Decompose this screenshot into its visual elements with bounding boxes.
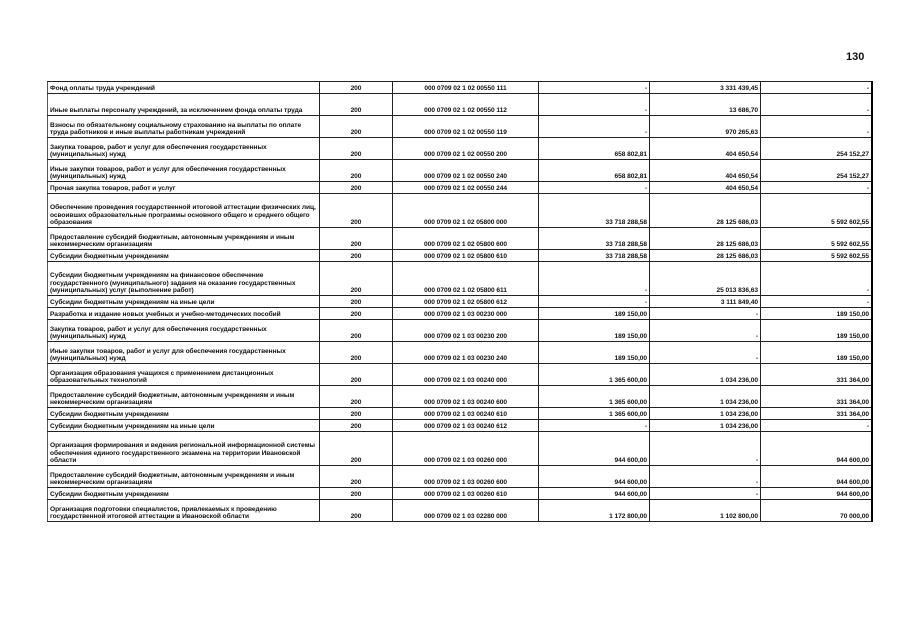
row-classification-code-cell: 000 0709 02 1 03 00240 000 [393,364,539,386]
row-amount-2-cell: 404 650,54 [650,160,761,182]
table-row [48,342,873,364]
row-name-cell: Субсидии бюджетным учреждениям на иные цели [48,296,320,308]
budget-table-body [48,82,873,522]
row-classification-code-cell: 000 0709 02 1 02 00550 119 [393,116,539,138]
row-amount-3-cell: 70 000,00 [761,500,873,522]
row-amount-3-cell: 5 592 602,55 [761,228,873,250]
table-row [48,500,873,522]
row-amount-2-cell: 1 034 236,00 [650,408,761,420]
row-amount-1-cell: - [539,296,650,308]
row-classification-code-cell: 000 0709 02 1 03 00230 000 [393,308,539,320]
row-code-cell: 200 [320,262,393,296]
row-name-cell: Предоставление субсидий бюджетным, автономным учреждениям и иным некоммерческим организациям [48,228,320,250]
row-classification-code-cell: 000 0709 02 1 02 05800 600 [393,228,539,250]
row-classification-code-cell: 000 0709 02 1 02 05800 612 [393,296,539,308]
row-amount-3-cell: - [761,182,873,194]
row-name-cell: Обеспечение проведения государственной итоговой аттестации физических лиц, освоивших образовательные программы основного общего и среднего общего образования [48,194,320,228]
row-name-cell: Субсидии бюджетным учреждениям [48,488,320,500]
row-amount-2-cell: 1 034 236,00 [650,364,761,386]
row-amount-1-cell: - [539,182,650,194]
row-name-cell: Иные закупки товаров, работ и услуг для обеспечения государственных (муниципальных) нужд [48,342,320,364]
row-amount-2-cell: 970 265,63 [650,116,761,138]
row-code-cell: 200 [320,116,393,138]
table-row [48,320,873,342]
row-code-cell: 200 [320,296,393,308]
row-amount-2-cell: 3 331 439,45 [650,82,761,94]
row-amount-2-cell: - [650,308,761,320]
row-amount-2-cell: 3 111 849,40 [650,296,761,308]
row-code-cell: 200 [320,228,393,250]
row-amount-1-cell: 189 150,00 [539,342,650,364]
row-amount-3-cell: - [761,420,873,432]
row-amount-1-cell: 944 600,00 [539,488,650,500]
row-classification-code-cell: 000 0709 02 1 02 05800 611 [393,262,539,296]
row-classification-code-cell: 000 0709 02 1 03 00240 610 [393,408,539,420]
row-amount-1-cell: - [539,262,650,296]
row-amount-2-cell: 1 034 236,00 [650,420,761,432]
row-name-cell: Субсидии бюджетным учреждениям на иные цели [48,420,320,432]
row-amount-3-cell: 944 600,00 [761,466,873,488]
row-amount-2-cell: - [650,342,761,364]
row-name-cell: Организация образования учащихся с применением дистанционных образовательных технологий [48,364,320,386]
table-row [48,94,873,116]
row-amount-3-cell: 189 150,00 [761,320,873,342]
row-classification-code-cell: 000 0709 02 1 03 00240 612 [393,420,539,432]
table-row [48,296,873,308]
table-row [48,228,873,250]
row-amount-3-cell: 331 364,00 [761,364,873,386]
table-row [48,194,873,228]
table-row [48,466,873,488]
row-amount-3-cell: 254 152,27 [761,160,873,182]
row-amount-3-cell: 944 600,00 [761,432,873,466]
row-amount-1-cell: 1 365 600,00 [539,386,650,408]
row-classification-code-cell: 000 0709 02 1 03 02280 000 [393,500,539,522]
row-amount-3-cell: - [761,296,873,308]
row-classification-code-cell: 000 0709 02 1 02 00550 200 [393,138,539,160]
row-amount-1-cell: 1 365 600,00 [539,364,650,386]
row-amount-1-cell: 33 718 288,58 [539,194,650,228]
row-code-cell: 200 [320,94,393,116]
row-code-cell: 200 [320,320,393,342]
row-classification-code-cell: 000 0709 02 1 02 00550 244 [393,182,539,194]
row-amount-1-cell: 33 718 288,58 [539,250,650,262]
row-amount-3-cell: 189 150,00 [761,308,873,320]
table-row [48,250,873,262]
row-amount-1-cell: 944 600,00 [539,432,650,466]
row-name-cell: Иные закупки товаров, работ и услуг для обеспечения государственных (муниципальных) нужд [48,160,320,182]
row-amount-1-cell: - [539,420,650,432]
row-name-cell: Предоставление субсидий бюджетным, автономным учреждениям и иным некоммерческим организациям [48,466,320,488]
row-amount-2-cell: 25 013 836,63 [650,262,761,296]
row-amount-3-cell: - [761,262,873,296]
row-amount-3-cell: - [761,116,873,138]
row-amount-1-cell: 189 150,00 [539,320,650,342]
table-row [48,116,873,138]
row-name-cell: Разработка и издание новых учебных и учебно-методических пособий [48,308,320,320]
row-name-cell: Субсидии бюджетным учреждениям на финансовое обеспечение государственного (муниципального) задания на оказание государственных (муниципальных) услуг (выполнение работ) [48,262,320,296]
row-amount-1-cell: - [539,116,650,138]
row-amount-2-cell: 28 125 686,03 [650,194,761,228]
row-classification-code-cell: 000 0709 02 1 02 00550 111 [393,82,539,94]
row-name-cell: Субсидии бюджетным учреждениям [48,408,320,420]
row-amount-2-cell: 404 650,54 [650,182,761,194]
row-amount-1-cell: 1 172 800,00 [539,500,650,522]
row-amount-2-cell: - [650,432,761,466]
row-amount-3-cell: 331 364,00 [761,408,873,420]
row-name-cell: Субсидии бюджетным учреждениям [48,250,320,262]
row-classification-code-cell: 000 0709 02 1 02 05800 000 [393,194,539,228]
row-amount-2-cell: 1 034 236,00 [650,386,761,408]
row-classification-code-cell: 000 0709 02 1 03 00240 600 [393,386,539,408]
table-row [48,420,873,432]
row-code-cell: 200 [320,364,393,386]
budget-table [47,81,873,522]
row-name-cell: Закупка товаров, работ и услуг для обеспечения государственных (муниципальных) нужд [48,320,320,342]
table-row [48,386,873,408]
row-classification-code-cell: 000 0709 02 1 02 00550 112 [393,94,539,116]
row-code-cell: 200 [320,342,393,364]
row-amount-3-cell: 254 152,27 [761,138,873,160]
row-amount-2-cell: 28 125 686,03 [650,250,761,262]
row-amount-1-cell: 944 600,00 [539,466,650,488]
row-code-cell: 200 [320,408,393,420]
row-code-cell: 200 [320,194,393,228]
row-amount-3-cell: - [761,82,873,94]
table-row [48,364,873,386]
row-name-cell: Закупка товаров, работ и услуг для обеспечения государственных (муниципальных) нужд [48,138,320,160]
row-code-cell: 200 [320,82,393,94]
table-row [48,488,873,500]
table-row [48,432,873,466]
row-classification-code-cell: 000 0709 02 1 03 00260 600 [393,466,539,488]
row-name-cell: Фонд оплаты труда учреждений [48,82,320,94]
row-amount-1-cell: - [539,94,650,116]
row-amount-3-cell: 944 600,00 [761,488,873,500]
row-code-cell: 200 [320,250,393,262]
table-row [48,408,873,420]
row-amount-3-cell: 331 364,00 [761,386,873,408]
row-name-cell: Организация формирования и ведения региональной информационной системы обеспечения единого государственного экзамена на территории Ивановской области [48,432,320,466]
row-code-cell: 200 [320,182,393,194]
row-amount-3-cell: 5 592 602,55 [761,194,873,228]
row-amount-2-cell: - [650,466,761,488]
row-classification-code-cell: 000 0709 02 1 02 00550 240 [393,160,539,182]
row-classification-code-cell: 000 0709 02 1 03 00230 240 [393,342,539,364]
row-amount-1-cell: 189 150,00 [539,308,650,320]
row-amount-2-cell: 404 650,54 [650,138,761,160]
row-amount-2-cell: 28 125 686,03 [650,228,761,250]
row-code-cell: 200 [320,466,393,488]
row-code-cell: 200 [320,420,393,432]
row-amount-3-cell: 189 150,00 [761,342,873,364]
row-amount-2-cell: - [650,320,761,342]
row-amount-1-cell: - [539,82,650,94]
page-number: 130 [846,51,865,63]
row-amount-1-cell: 33 718 288,58 [539,228,650,250]
row-classification-code-cell: 000 0709 02 1 02 05800 610 [393,250,539,262]
row-code-cell: 200 [320,432,393,466]
row-amount-1-cell: 658 802,81 [539,138,650,160]
row-amount-2-cell: 1 102 800,00 [650,500,761,522]
table-row [48,160,873,182]
row-code-cell: 200 [320,500,393,522]
row-amount-3-cell: 5 592 602,55 [761,250,873,262]
row-name-cell: Предоставление субсидий бюджетным, автономным учреждениям и иным некоммерческим организациям [48,386,320,408]
row-name-cell: Прочая закупка товаров, работ и услуг [48,182,320,194]
table-row [48,82,873,94]
table-row [48,308,873,320]
table-row [48,262,873,296]
table-row [48,138,873,160]
row-name-cell: Организация подготовки специалистов, привлекаемых к проведению государственной итоговой аттестации в Ивановской области [48,500,320,522]
row-amount-2-cell: 13 686,70 [650,94,761,116]
row-amount-1-cell: 1 365 600,00 [539,408,650,420]
row-name-cell: Взносы по обязательному социальному страхованию на выплаты по оплате труда работников и иные выплаты работникам учреждений [48,116,320,138]
row-classification-code-cell: 000 0709 02 1 03 00230 200 [393,320,539,342]
row-code-cell: 200 [320,160,393,182]
row-amount-1-cell: 658 802,81 [539,160,650,182]
table-row [48,182,873,194]
row-name-cell: Иные выплаты персоналу учреждений, за исключением фонда оплаты труда [48,94,320,116]
row-classification-code-cell: 000 0709 02 1 03 00260 610 [393,488,539,500]
row-amount-3-cell: - [761,94,873,116]
row-code-cell: 200 [320,308,393,320]
row-code-cell: 200 [320,488,393,500]
row-code-cell: 200 [320,138,393,160]
row-classification-code-cell: 000 0709 02 1 03 00260 000 [393,432,539,466]
row-amount-2-cell: - [650,488,761,500]
row-code-cell: 200 [320,386,393,408]
